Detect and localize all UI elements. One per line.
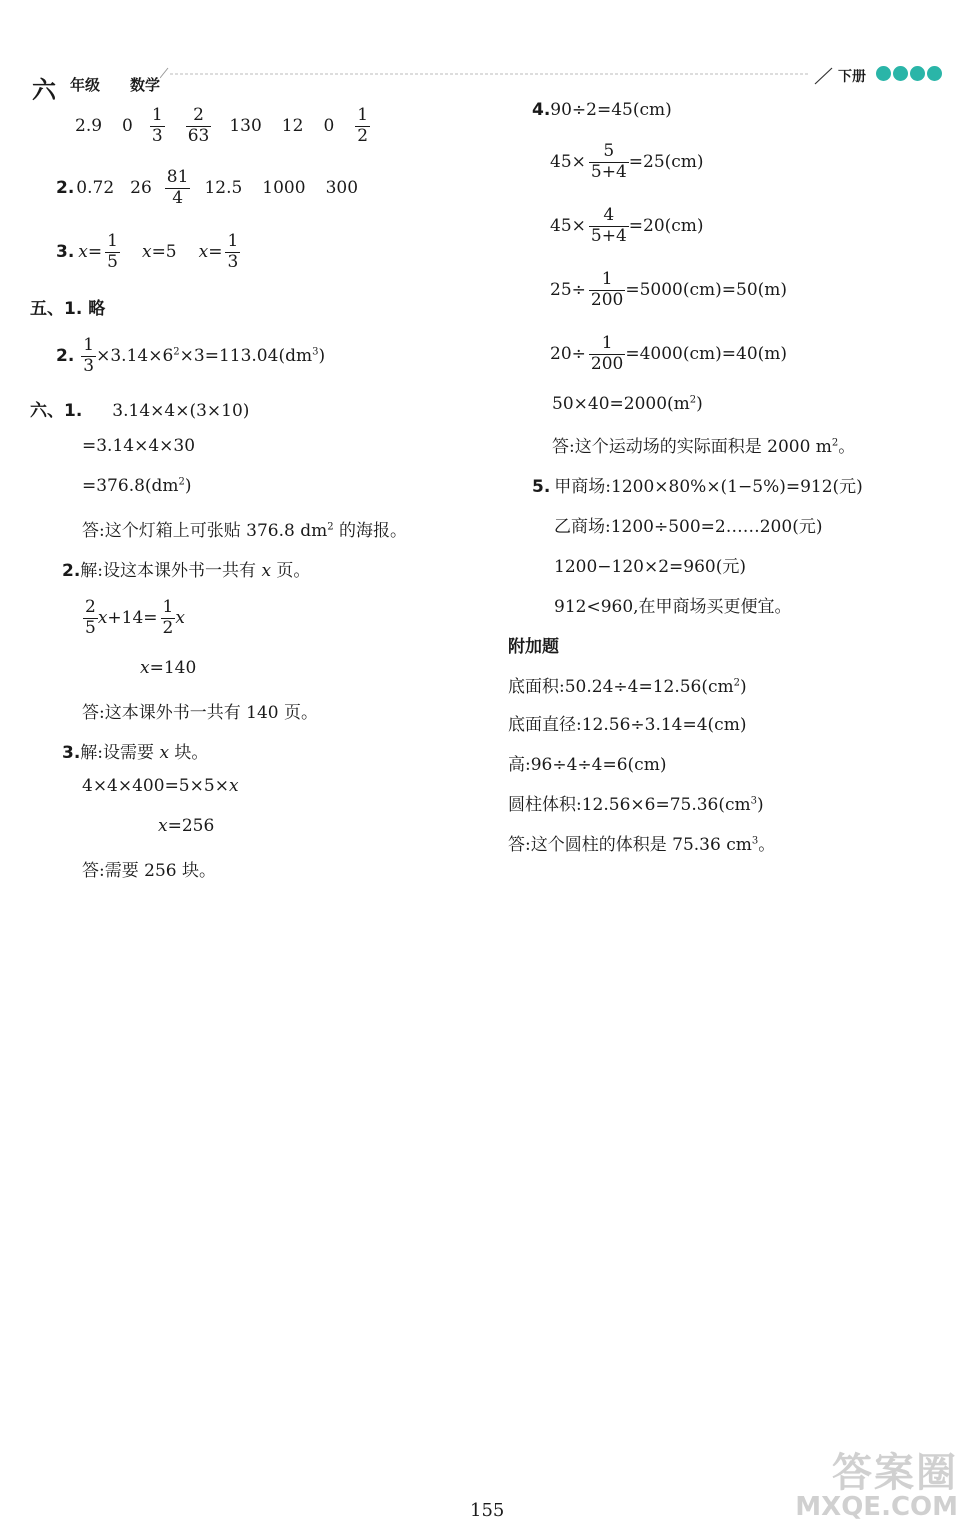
left-line-3: 3. x = $\frac{1}{5}$ x =5 x = $\frac{1}{3}$ — [56, 230, 239, 272]
section-6-1-step2: =3.14×4×30 — [82, 436, 196, 456]
fraction: $\frac{1}{2}$ — [162, 596, 174, 638]
section-6-1: 六、1. 3.14×4×(3×10) — [30, 401, 250, 421]
extra-line3: 高:96÷4÷4=6(cm) — [508, 755, 667, 775]
q4-line1: 4.90÷2=45(cm) — [532, 100, 672, 120]
grade-label: 年级 — [70, 76, 101, 94]
dot-icon — [927, 66, 942, 81]
subject-label: 数学 — [130, 76, 161, 94]
section-6-2: 2.解:设这本课外书一共有 x 页。 — [62, 561, 311, 581]
volume-label: 下册 — [838, 69, 866, 85]
extra-line1: 底面积$:50.24\div 4=12.56(cm^2)$ — [508, 677, 747, 697]
fraction: $\frac{2}{63}$ — [187, 104, 210, 146]
section-6-3-answer: 答:需要 256 块。 — [82, 861, 216, 881]
left-line-2: 2. 0.72 26 $\frac{81}{4}$ 12.5 1000 300 — [56, 166, 359, 208]
watermark-logo: 答案圈 — [832, 1450, 958, 1497]
fraction: $\frac{4}{5+4}$ — [590, 204, 627, 246]
q5-line2: 乙商场:1200÷500=2……200(元) — [554, 517, 823, 537]
q4-line6: $50\times 40=2000(m^2)$ — [552, 394, 703, 414]
extra-line2: 底面直径:12.56÷3.14=4(cm) — [508, 715, 747, 735]
fraction: $\frac{1}{3}$ — [151, 104, 163, 146]
fraction: $\frac{1}{200}$ — [590, 332, 624, 374]
q5-answer: 912<960,在甲商场买更便宜。 — [554, 597, 792, 617]
watermark-url: MXQE.COM — [795, 1492, 958, 1523]
fraction: $\frac{1}{3}$ — [227, 230, 239, 272]
extra-answer: 答:这个圆柱的体积是 75.36 $cm^3$。 — [508, 835, 776, 855]
section-6-3-equation: 4×4×400=5×5×x — [82, 776, 239, 796]
page-number: 155 — [470, 1500, 505, 1521]
fraction: $\frac{81}{4}$ — [166, 166, 189, 208]
dot-icon — [876, 66, 891, 81]
fraction: $\frac{1}{3}$ — [83, 334, 95, 376]
section-5-2: 2. $\frac{1}{3}$ $\times 3.14\times 6^2\times 3=113.04(dm^3)$ — [56, 334, 326, 376]
q5-line3: 1200−120×2=960(元) — [554, 557, 746, 577]
rating-dots — [876, 66, 944, 81]
section-6-1-answer: 答:这个灯箱上可张贴 376.8 $dm^2$ 的海报。 — [82, 521, 407, 541]
fraction: $\frac{1}{200}$ — [590, 268, 624, 310]
extra-title: 附加题 — [508, 637, 559, 657]
q4-line2: 45× $\frac{5}{5+4}$ =25(cm) — [550, 140, 704, 182]
section-6-3: 3.解:设需要 x 块。 — [62, 743, 209, 763]
fraction: $\frac{5}{5+4}$ — [590, 140, 627, 182]
section-5-1: 五、1. 略 — [30, 299, 106, 319]
watermark — [778, 1450, 958, 1523]
q4-line3: 45× $\frac{4}{5+4}$ =20(cm) — [550, 204, 704, 246]
section-6-3-solution: x=256 — [158, 816, 215, 836]
dot-icon — [893, 66, 908, 81]
left-line-1: 2.9 0 $\frac{1}{3}$ $\frac{2}{63}$ 130 12 0 $\frac{1}{2}$ — [75, 104, 369, 146]
fraction: $\frac{1}{2}$ — [357, 104, 369, 146]
q4-line5: 20÷ $\frac{1}{200}$ =4000(cm)=40(m) — [550, 332, 788, 374]
section-6-2-answer: 答:这本课外书一共有 140 页。 — [82, 703, 318, 723]
fraction: $\frac{2}{5}$ — [85, 596, 96, 638]
grade-number: 六 — [32, 76, 56, 104]
section-6-2-equation: $\frac{2}{5}$ x +14= $\frac{1}{2}$ x — [85, 596, 185, 638]
section-6-2-solution: x=140 — [140, 658, 197, 678]
extra-line4: 圆柱体积$:12.56\times 6=75.36(cm^3)$ — [508, 795, 764, 815]
header-divider — [160, 66, 840, 86]
q4-answer: 答:这个运动场的实际面积是 2000 $m^2$。 — [552, 437, 856, 457]
section-6-1-step3: $=376.8(dm^2)$ — [82, 476, 192, 496]
dot-icon — [910, 66, 925, 81]
q5-line1: 5. 甲商场:1200×80%×(1−5%)=912(元) — [532, 477, 863, 497]
fraction: $\frac{1}{5}$ — [107, 230, 118, 272]
q4-line4: 25÷ $\frac{1}{200}$ =5000(cm)=50(m) — [550, 268, 788, 310]
